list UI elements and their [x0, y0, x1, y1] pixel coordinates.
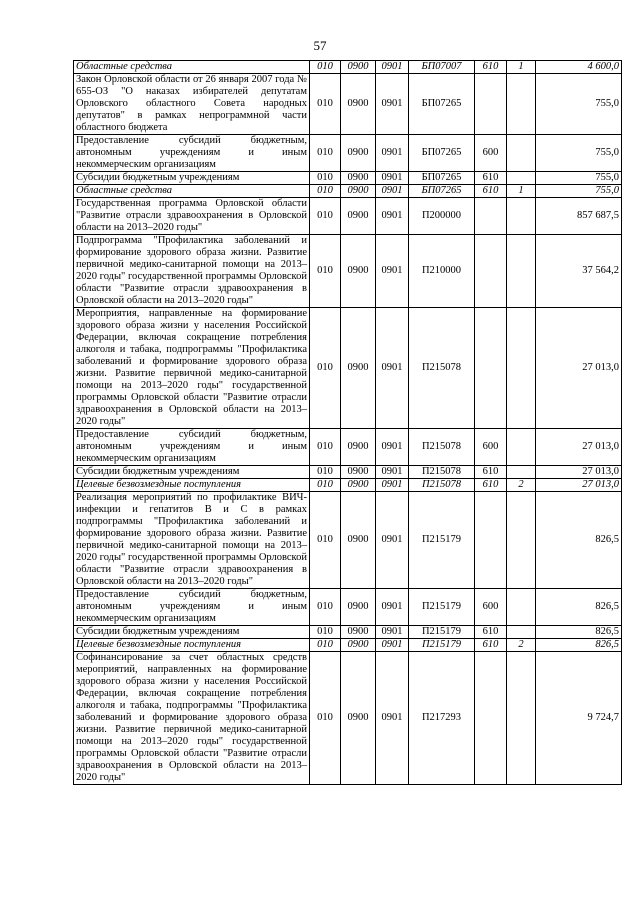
funding-source-cell — [507, 308, 536, 429]
target-article-cell: БП07265 — [409, 74, 475, 135]
page-number: 57 — [313, 38, 327, 53]
subsection-code-cell: 0901 — [376, 589, 409, 626]
subsection-code-cell: 0901 — [376, 61, 409, 74]
subsection-code-cell: 0901 — [376, 185, 409, 198]
table-row — [74, 172, 622, 185]
funding-source-cell — [507, 172, 536, 185]
expense-type-cell — [475, 652, 507, 785]
section-code-cell: 0900 — [341, 429, 376, 466]
expense-type-cell — [475, 308, 507, 429]
row-name-cell: Областные средства — [74, 61, 310, 74]
target-article-cell: БП07265 — [409, 135, 475, 172]
admin-code-cell: 010 — [310, 466, 341, 479]
amount-cell: 755,0 — [536, 172, 622, 185]
table-row — [74, 429, 622, 466]
subsection-code-cell: 0901 — [376, 135, 409, 172]
table-row — [74, 61, 622, 74]
row-name-cell: Софинансирование за счет областных средств мероприятий, направленных на формирование здорового образа жизни у населения Российской Федерации, включая сокращение потребления алкоголя и табака, подпрограммы "Профилактика заболеваний и формирование здорового образа жизни. Развитие первичной медико-санитарной помощи на 2013–2020 годы" государственной программы Орловской области "Развитие отрасли здравоохранения в Орловской области на 2013–2020 годы" — [74, 652, 310, 785]
admin-code-cell: 010 — [310, 479, 341, 492]
expense-type-cell: 610 — [475, 466, 507, 479]
funding-source-cell — [507, 466, 536, 479]
row-name-cell: Реализация мероприятий по профилактике ВИЧ-инфекции и гепатитов В и С в рамках подпрограммы "Профилактика заболеваний и формирование здорового образа жизни. Развитие первичной медико-санитарной помощи на 2013–2020 годы" государственной программы Орловской области "Развитие отрасли здравоохранения в Орловской области на 2013–2020 годы" — [74, 492, 310, 589]
subsection-code-cell: 0901 — [376, 639, 409, 652]
target-article-cell: П200000 — [409, 198, 475, 235]
target-article-cell: П215078 — [409, 479, 475, 492]
funding-source-cell: 1 — [507, 185, 536, 198]
funding-source-cell: 2 — [507, 639, 536, 652]
row-name-cell: Государственная программа Орловской области "Развитие отрасли здравоохранения в Орловской области на 2013–2020 годы" — [74, 198, 310, 235]
subsection-code-cell: 0901 — [376, 652, 409, 785]
row-name-cell: Подпрограмма "Профилактика заболеваний и формирование здорового образа жизни. Развитие первичной медико-санитарной помощи на 2013–2020 годы" государственной программы Орловской области "Развитие отрасли здравоохранения в Орловской области на 2013–2020 годы" — [74, 235, 310, 308]
section-code-cell: 0900 — [341, 235, 376, 308]
expense-type-cell: 610 — [475, 479, 507, 492]
admin-code-cell: 010 — [310, 652, 341, 785]
subsection-code-cell: 0901 — [376, 172, 409, 185]
section-code-cell: 0900 — [341, 639, 376, 652]
table-row — [74, 308, 622, 429]
target-article-cell: П217293 — [409, 652, 475, 785]
table-row — [74, 652, 622, 785]
admin-code-cell: 010 — [310, 429, 341, 466]
amount-cell: 37 564,2 — [536, 235, 622, 308]
subsection-code-cell: 0901 — [376, 429, 409, 466]
expense-type-cell — [475, 492, 507, 589]
table-row — [74, 479, 622, 492]
section-code-cell: 0900 — [341, 74, 376, 135]
amount-cell: 27 013,0 — [536, 429, 622, 466]
target-article-cell: П215179 — [409, 492, 475, 589]
target-article-cell: П215078 — [409, 308, 475, 429]
funding-source-cell — [507, 429, 536, 466]
expense-type-cell: 610 — [475, 639, 507, 652]
funding-source-cell — [507, 198, 536, 235]
target-article-cell: БП07007 — [409, 61, 475, 74]
amount-cell: 9 724,7 — [536, 652, 622, 785]
admin-code-cell: 010 — [310, 626, 341, 639]
subsection-code-cell: 0901 — [376, 308, 409, 429]
expense-type-cell: 600 — [475, 429, 507, 466]
table-row — [74, 626, 622, 639]
expense-type-cell: 600 — [475, 589, 507, 626]
expense-type-cell: 610 — [475, 626, 507, 639]
section-code-cell: 0900 — [341, 589, 376, 626]
target-article-cell: П215078 — [409, 466, 475, 479]
funding-source-cell — [507, 589, 536, 626]
amount-cell: 857 687,5 — [536, 198, 622, 235]
table-row — [74, 235, 622, 308]
subsection-code-cell: 0901 — [376, 198, 409, 235]
section-code-cell: 0900 — [341, 492, 376, 589]
target-article-cell: БП07265 — [409, 185, 475, 198]
row-name-cell: Предоставление субсидий бюджетным, автономным учреждениям и иным некоммерческим организациям — [74, 589, 310, 626]
row-name-cell: Субсидии бюджетным учреждениям — [74, 466, 310, 479]
table-row — [74, 198, 622, 235]
amount-cell: 826,5 — [536, 626, 622, 639]
target-article-cell: БП07265 — [409, 172, 475, 185]
row-name-cell: Целевые безвозмездные поступления — [74, 639, 310, 652]
expense-type-cell: 610 — [475, 185, 507, 198]
section-code-cell: 0900 — [341, 652, 376, 785]
expense-type-cell: 600 — [475, 135, 507, 172]
amount-cell: 755,0 — [536, 74, 622, 135]
funding-source-cell — [507, 626, 536, 639]
amount-cell: 826,5 — [536, 589, 622, 626]
row-name-cell: Субсидии бюджетным учреждениям — [74, 626, 310, 639]
funding-source-cell — [507, 492, 536, 589]
admin-code-cell: 010 — [310, 308, 341, 429]
funding-source-cell — [507, 652, 536, 785]
amount-cell: 27 013,0 — [536, 308, 622, 429]
admin-code-cell: 010 — [310, 74, 341, 135]
expense-type-cell — [475, 198, 507, 235]
section-code-cell: 0900 — [341, 172, 376, 185]
row-name-cell: Предоставление субсидий бюджетным, автономным учреждениям и иным некоммерческим организациям — [74, 429, 310, 466]
expense-type-cell: 610 — [475, 61, 507, 74]
funding-source-cell — [507, 74, 536, 135]
admin-code-cell: 010 — [310, 492, 341, 589]
target-article-cell: П210000 — [409, 235, 475, 308]
subsection-code-cell: 0901 — [376, 479, 409, 492]
section-code-cell: 0900 — [341, 198, 376, 235]
expense-type-cell: 610 — [475, 172, 507, 185]
expense-type-cell — [475, 74, 507, 135]
table-row — [74, 466, 622, 479]
subsection-code-cell: 0901 — [376, 466, 409, 479]
funding-source-cell — [507, 135, 536, 172]
table-row — [74, 74, 622, 135]
row-name-cell: Закон Орловской области от 26 января 2007 года № 655-ОЗ "О наказах избирателей депутатам Орловского областного Совета народных депутатов" в рамках непрограммной части областного бюджета — [74, 74, 310, 135]
funding-source-cell: 1 — [507, 61, 536, 74]
target-article-cell: П215179 — [409, 639, 475, 652]
section-code-cell: 0900 — [341, 466, 376, 479]
section-code-cell: 0900 — [341, 308, 376, 429]
target-article-cell: П215179 — [409, 626, 475, 639]
subsection-code-cell: 0901 — [376, 74, 409, 135]
section-code-cell: 0900 — [341, 135, 376, 172]
admin-code-cell: 010 — [310, 135, 341, 172]
section-code-cell: 0900 — [341, 626, 376, 639]
row-name-cell: Мероприятия, направленные на формирование здорового образа жизни у населения Российской Федерации, включая сокращение потребления алкоголя и табака, подпрограммы "Профилактика заболеваний и формирование здорового образа жизни. Развитие первичной медико-санитарной помощи на 2013–2020 годы" государственной программы Орловской области "Развитие отрасли здравоохранения в Орловской области на 2013–2020 годы" — [74, 308, 310, 429]
section-code-cell: 0900 — [341, 479, 376, 492]
subsection-code-cell: 0901 — [376, 492, 409, 589]
subsection-code-cell: 0901 — [376, 626, 409, 639]
amount-cell: 27 013,0 — [536, 479, 622, 492]
row-name-cell: Целевые безвозмездные поступления — [74, 479, 310, 492]
admin-code-cell: 010 — [310, 639, 341, 652]
section-code-cell: 0900 — [341, 61, 376, 74]
amount-cell: 755,0 — [536, 185, 622, 198]
admin-code-cell: 010 — [310, 172, 341, 185]
funding-source-cell: 2 — [507, 479, 536, 492]
admin-code-cell: 010 — [310, 589, 341, 626]
admin-code-cell: 010 — [310, 185, 341, 198]
amount-cell: 4 600,0 — [536, 61, 622, 74]
amount-cell: 826,5 — [536, 639, 622, 652]
budget-table — [73, 60, 622, 785]
amount-cell: 755,0 — [536, 135, 622, 172]
admin-code-cell: 010 — [310, 198, 341, 235]
table-row — [74, 589, 622, 626]
row-name-cell: Предоставление субсидий бюджетным, автономным учреждениям и иным некоммерческим организациям — [74, 135, 310, 172]
budget-table-body — [74, 61, 622, 785]
funding-source-cell — [507, 235, 536, 308]
subsection-code-cell: 0901 — [376, 235, 409, 308]
section-code-cell: 0900 — [341, 185, 376, 198]
row-name-cell: Субсидии бюджетным учреждениям — [74, 172, 310, 185]
amount-cell: 27 013,0 — [536, 466, 622, 479]
admin-code-cell: 010 — [310, 61, 341, 74]
table-row — [74, 185, 622, 198]
amount-cell: 826,5 — [536, 492, 622, 589]
admin-code-cell: 010 — [310, 235, 341, 308]
target-article-cell: П215078 — [409, 429, 475, 466]
target-article-cell: П215179 — [409, 589, 475, 626]
table-row — [74, 639, 622, 652]
row-name-cell: Областные средства — [74, 185, 310, 198]
table-row — [74, 135, 622, 172]
expense-type-cell — [475, 235, 507, 308]
table-row — [74, 492, 622, 589]
